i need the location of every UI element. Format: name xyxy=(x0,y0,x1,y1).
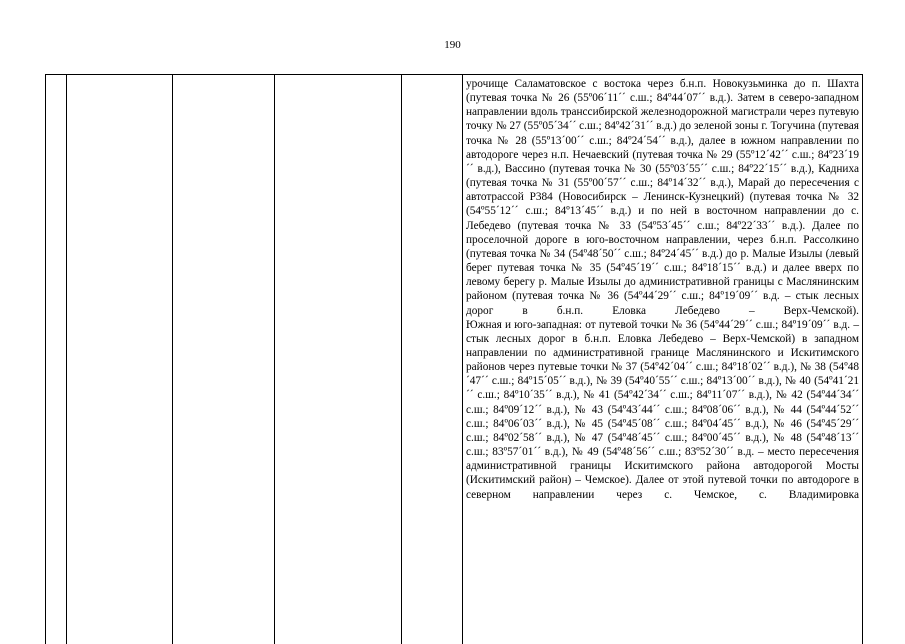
column-divider xyxy=(172,75,173,644)
boundary-description-cell xyxy=(466,77,859,502)
description-paragraph-south-west: Южная и юго-западная: от путевой точки № 36 (54º44´29´´ с.ш.; 84º19´09´´ в.д. – стык лесных дорог в б.н.п. Еловка Лебедево – Верх-Чемской) в западном направлении по административной границе Маслянинского и Искитимского районов через путевые точки № 37 (54º42´04´´ с.ш.; 84º18´02´´ в.д.), № 38 (54º48´47´´ с.ш.; 84º15´05´´ в.д.), № 39 (54º40´55´´ с.ш.; 84º13´00´´ в.д.), № 40 (54º41´21´´ с.ш.; 84º10´35´´ в.д.), № 41 (54º42´34´´ с.ш.; 84º11´07´´ в.д.), № 42 (54º44´34´´ с.ш.; 84º09´12´´ в.д.), № 43 (54º43´44´´ с.ш.; 84º08´06´´ в.д.), № 44 (54º44´52´´ с.ш.; 84º06´03´´ в.д.), № 45 (54º45´08´´ с.ш.; 84º04´45´´ в.д.), № 46 (54º45´29´´ с.ш.; 84º02´58´´ в.д.), № 47 (54º48´45´´ с.ш.; 84º00´45´´ в.д.), № 48 (54º48´13´´ с.ш.; 83º57´01´´ в.д.), № 49 (54º48´56´´ с.ш.; 83º52´30´´ в.д. – место пересечения административной границы Искитимского района автодорогой Мосты (Искитимский район) – Чемское). Далее от этой путевой точки по автодороге в северном направлении через с. Чемское, с. Владимировка xyxy=(466,318,859,501)
column-divider xyxy=(274,75,275,644)
column-divider xyxy=(401,75,402,644)
document-table xyxy=(45,74,863,644)
description-paragraph-north-east: урочище Саламатовское с востока через б.н.п. Новокузьминка до п. Шахта (путевая точка № 26 (55º06´11´´ с.ш.; 84º44´07´´ в.д.). Затем в северо-западном направлении вдоль транссибирской железнодорожной магистрали через путевую точку № 27 (55º05´34´´ с.ш.; 84º42´31´´ в.д.) до зеленой зоны г. Тогучина (путевая точка № 28 (55º13´00´´ с.ш.; 84º24´54´´ в.д.), далее в южном направлении по автодороге через н.п. Нечаевский (путевая точка № 29 (55º12´42´´ с.ш.; 84º23´19´´ в.д.), Вассино (путевая точка № 30 (55º03´55´´ с.ш.; 84º22´15´´ в.д.), Кадниха (путевая точка № 31 (55º00´57´´ с.ш.; 84º14´32´´ в.д.), Марай до пересечения с автотрассой Р384 (Новосибирск – Ленинск-Кузнецкий) (путевая точка № 32 (54º55´12´´ с.ш.; 84º13´45´´ в.д.) и по ней в восточном направлении до с. Лебедево (путевая точка № 33 (54º53´45´´ с.ш.; 84º22´33´´ в.д.). Далее по проселочной дороге в юго-восточном направлении, через б.н.п. Рассолкино (путевая точка № 34 (54º48´50´´ с.ш.; 84º24´45´´ в.д.) до р. Малые Изылы (левый берег путевая точка № 35 (54º45´19´´ с.ш.; 84º18´15´´ в.д.) и далее вверх по левому берегу р. Малые Изылы до административной границы с Маслянинским районом (путевая точка № 36 (54º44´29´´ с.ш.; 84º19´09´´ в.д. – стык лесных дорог в б.н.п. Еловка Лебедево – Верх-Чемской). xyxy=(466,78,859,317)
page-number: 190 xyxy=(444,39,461,51)
column-divider xyxy=(66,75,67,644)
column-divider xyxy=(462,75,463,644)
